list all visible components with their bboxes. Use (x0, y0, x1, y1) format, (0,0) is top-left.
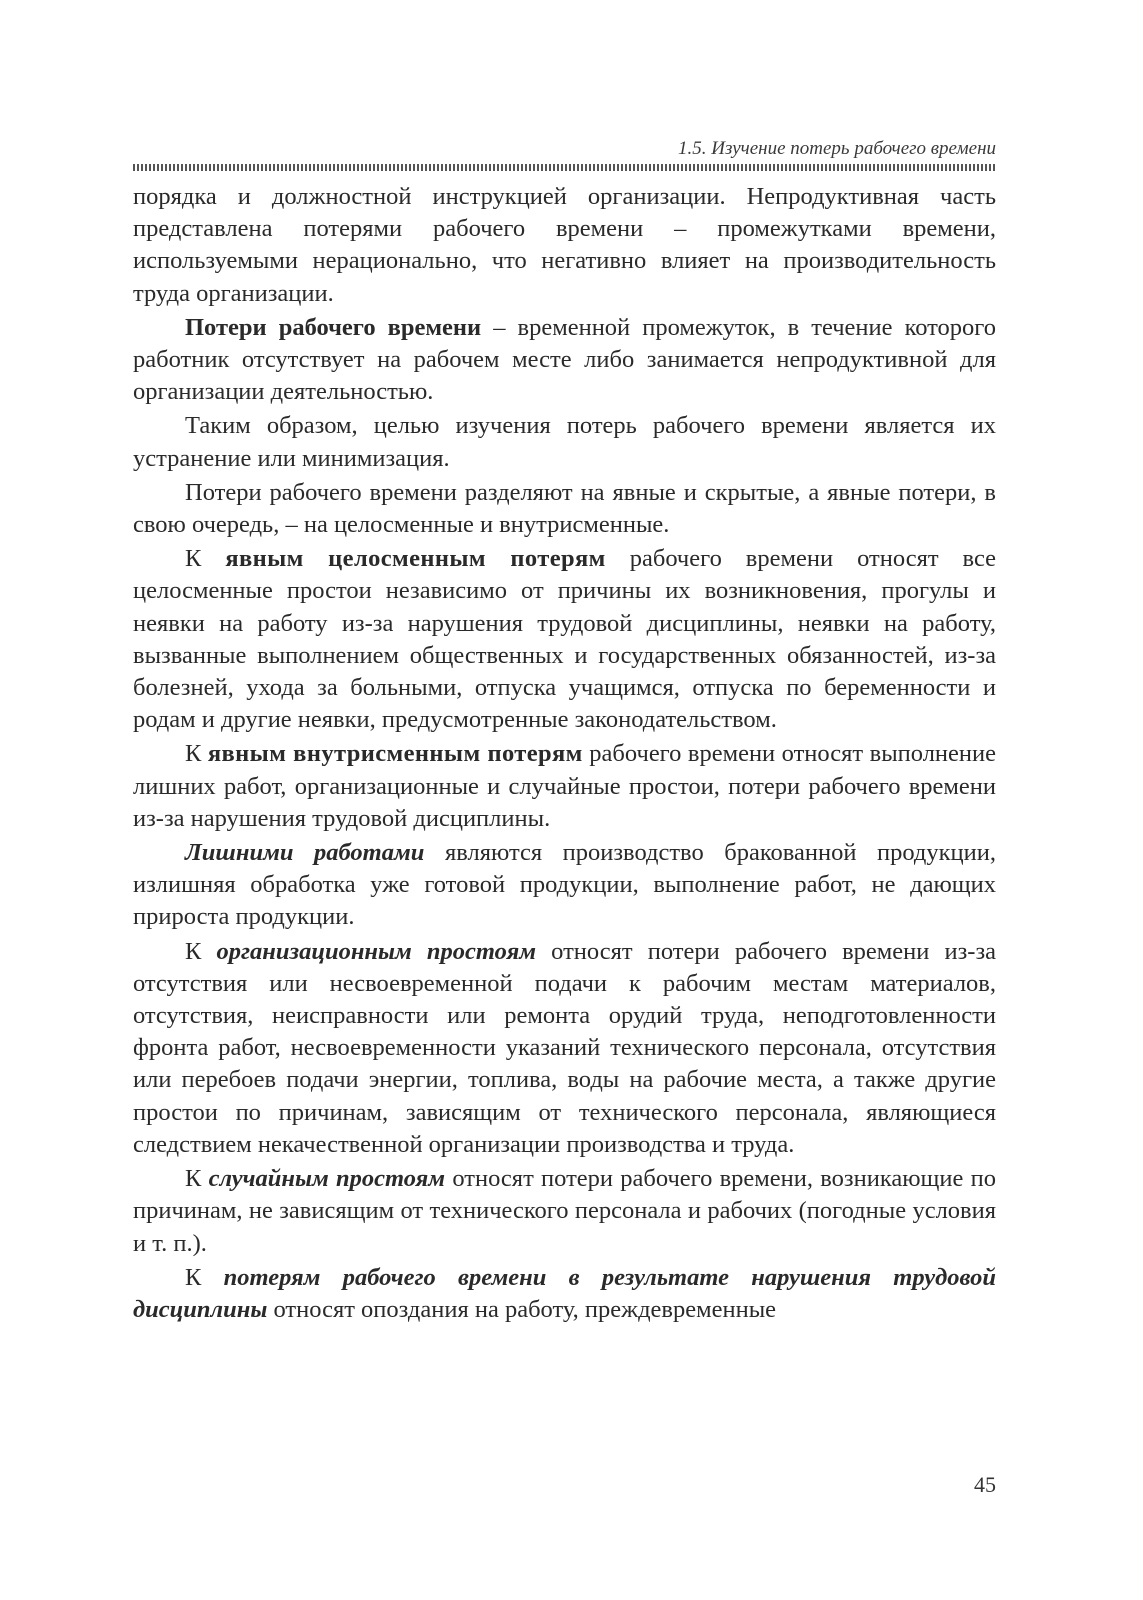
paragraph-text: относят потери рабочего времени, возникающие по причинам, не зависящим от технического персонала и рабочих (погодные условия и т. п.). (133, 1165, 997, 1257)
term-work-time-losses: Потери рабочего времени (185, 313, 482, 341)
term-whole-shift-losses: явным целосменным потерям (225, 545, 606, 573)
paragraph-text: – временной промежуток, в течение которого работник отсутствует на рабочем месте либо занимается непродуктивной для организации деятельностью. (133, 313, 996, 406)
paragraph-text: рабочего времени относят все целосменные простои независимо от причины их возникновения, прогулы и неявки на работу из-за нарушения трудовой дисциплины, неявки на работу, вызванные выполнением общественных и государственных обязанностей, из-за болезней, ухода за больными, отпуска учащимся, отпуска по беременности и родам и другие неявки, предусмотренные законодательством. (133, 545, 997, 734)
term-discipline-losses: потерям рабочего времени в результате нарушения трудовой дисциплины (133, 1263, 996, 1323)
paragraph-extra-work (133, 837, 996, 934)
paragraph-whole-shift-losses (133, 543, 996, 736)
paragraph-lead: К (185, 1263, 224, 1291)
paragraph-classification (133, 477, 996, 541)
paragraph-lead: К (185, 937, 217, 965)
term-organizational-downtime: организационным простоям (216, 937, 537, 965)
paragraph-lead: К (185, 545, 226, 573)
body-text (133, 181, 996, 1326)
page-number: 45 (974, 1472, 996, 1497)
paragraph-text: Потери рабочего времени разделяют на явные и скрытые, а явные потери, в свою очередь, – на целосменные и внутрисменные. (133, 478, 996, 539)
header-rule (133, 164, 996, 171)
paragraph-random-downtime (133, 1163, 996, 1260)
paragraph-organizational-downtime (133, 936, 996, 1161)
paragraph-lead: К (185, 740, 208, 768)
term-random-downtime: случайным простоям (208, 1165, 446, 1193)
paragraph-text: рабочего времени относят выполнение лишних работ, организационные и случайные простои, потери рабочего времени из-за нарушения трудовой дисциплины. (133, 740, 997, 832)
paragraph-text: относят опоздания на работу, преждевременные (267, 1295, 777, 1323)
paragraph-discipline-losses (133, 1262, 996, 1326)
paragraph-text: Таким образом, целью изучения потерь рабочего времени является их устранение или минимизация. (133, 412, 996, 472)
paragraph-goal (133, 410, 996, 474)
paragraph-text: порядка и должностной инструкцией организации. Непродуктивная часть представлена потерями рабочего времени – промежутками времени, используемыми нерационально, что негативно влияет на производительность труда организации. (133, 183, 996, 307)
paragraph-definition (133, 312, 996, 409)
term-intra-shift-losses: явным внутрисменным потерям (207, 740, 583, 768)
paragraph-continuation (133, 181, 996, 310)
term-extra-work: Лишними работами (185, 839, 425, 867)
running-head: 1.5. Изучение потерь рабочего времени (677, 138, 996, 159)
paragraph-intra-shift-losses (133, 738, 996, 835)
paragraph-lead: К (185, 1165, 209, 1193)
paragraph-text: являются производство бракованной продукции, излишняя обработка уже готовой продукции, выполнение работ, не дающих прироста продукции. (133, 839, 996, 931)
paragraph-text: относят потери рабочего времени из-за отсутствия или несвоевременной подачи к рабочим местам материалов, отсутствия, неисправности или ремонта орудий труда, неподготовленности фронта работ, несвоевременности указаний технического персонала, отсутствия или перебоев подачи энергии, топлива, воды на рабочие места, а также другие простои по причинам, зависящим от технического персонала, являющиеся следствием некачественной организации производства и труда. (133, 937, 997, 1158)
